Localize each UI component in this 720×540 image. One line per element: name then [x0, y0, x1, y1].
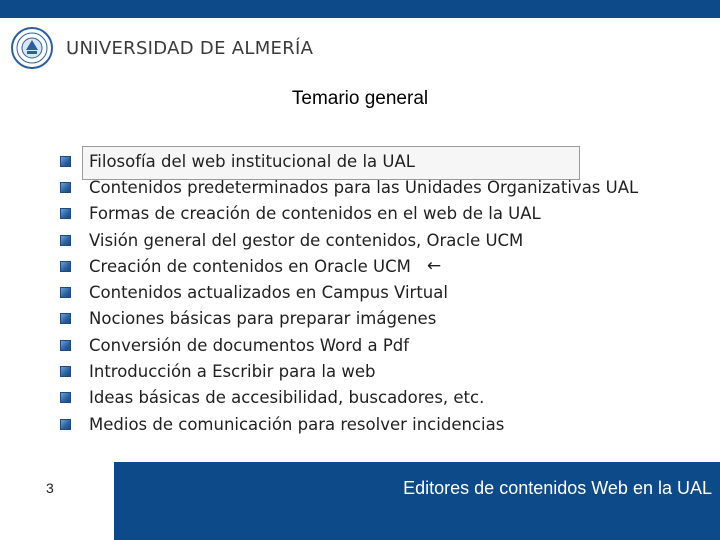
square-bullet-icon [60, 156, 71, 167]
list-item [60, 385, 638, 411]
square-bullet-icon [60, 261, 71, 272]
topic-text: Formas de creación de contenidos en el web de la UAL [89, 204, 541, 224]
list-item [60, 306, 638, 332]
square-bullet-icon [60, 340, 71, 351]
square-bullet-icon [60, 366, 71, 377]
institution-name: UNIVERSIDAD DE ALMERÍA [66, 37, 314, 59]
topic-text: Contenidos predeterminados para las Unidades Organizativas UAL [89, 177, 639, 197]
square-bullet-icon [60, 208, 71, 219]
square-bullet-icon [60, 287, 71, 298]
topic-text: Contenidos actualizados en Campus Virtual [89, 283, 448, 303]
list-item [60, 332, 638, 358]
topic-text: Visión general del gestor de contenidos, Oracle UCM [89, 230, 524, 250]
slide-title: Temario general [291, 88, 429, 109]
list-item [60, 411, 638, 437]
list-item [60, 174, 638, 200]
topic-text: Nociones básicas para preparar imágenes [89, 309, 437, 329]
university-logo [10, 26, 313, 70]
current-topic-arrow-icon: ← [426, 256, 442, 277]
topic-text: Introducción a Escribir para la web [89, 362, 376, 382]
topic-text: Creación de contenidos en Oracle UCM [89, 256, 411, 276]
page-number: 3 [46, 480, 54, 496]
footer-title: Editores de contenidos Web en la UAL [403, 478, 712, 498]
page-number-box [0, 462, 114, 540]
list-item [60, 227, 638, 253]
topic-list [60, 148, 638, 437]
list-item [60, 279, 638, 305]
list-item [60, 148, 638, 174]
square-bullet-icon [60, 419, 71, 430]
square-bullet-icon [60, 313, 71, 324]
topic-text: Conversión de documentos Word a Pdf [89, 335, 410, 355]
topic-text: Filosofía del web institucional de la UAL [89, 151, 415, 171]
square-bullet-icon [60, 392, 71, 403]
topic-text: Medios de comunicación para resolver incidencias [89, 414, 505, 434]
university-seal-icon [10, 26, 54, 70]
square-bullet-icon [60, 182, 71, 193]
list-item [60, 253, 638, 279]
list-item [60, 358, 638, 384]
top-bar [0, 0, 720, 18]
list-item [60, 201, 638, 227]
square-bullet-icon [60, 235, 71, 246]
topic-text: Ideas básicas de accesibilidad, buscadores, etc. [89, 388, 485, 408]
